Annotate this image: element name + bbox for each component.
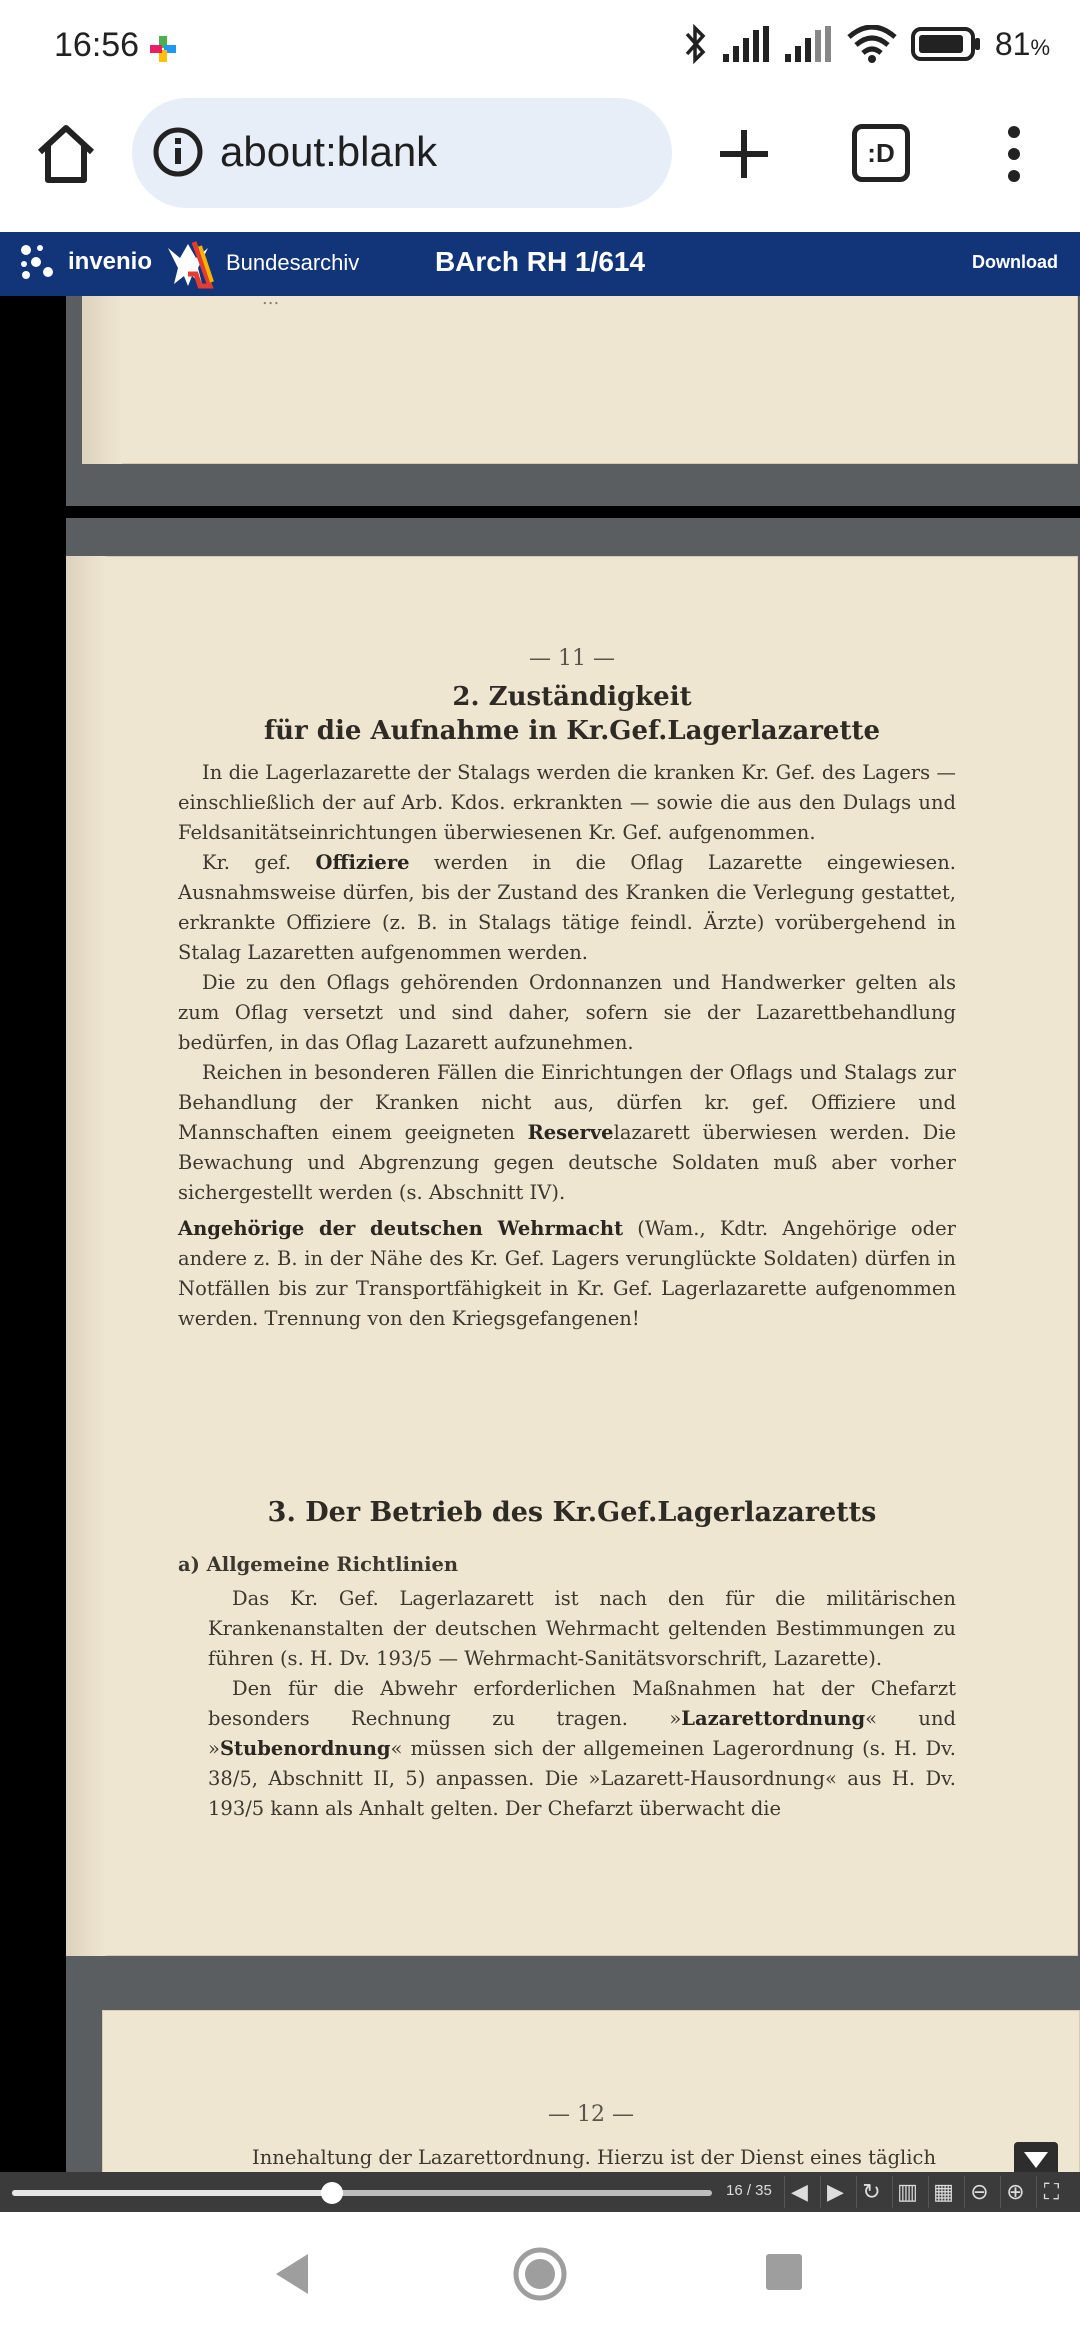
battery-icon xyxy=(911,26,981,62)
page-slider[interactable] xyxy=(12,2190,712,2196)
page-slider-thumb[interactable] xyxy=(321,2182,343,2204)
app-notification-icon xyxy=(150,36,176,62)
page-indicator: 16 / 35 xyxy=(726,2182,772,2199)
url-text[interactable]: about:blank xyxy=(220,128,438,175)
bold-term: Offiziere xyxy=(315,851,410,874)
status-time: 16:56 xyxy=(54,26,140,64)
recents-icon[interactable] xyxy=(766,2254,802,2290)
paragraph xyxy=(178,1214,956,1334)
download-link[interactable]: Download xyxy=(972,252,1058,272)
paragraph xyxy=(178,1058,956,1208)
paragraph xyxy=(178,848,956,968)
text-run: Reichen in besonderen Fällen die Einrichtungen der Oflags und Stalags zur Behandlung der Kranken nicht aus, dürfen kr. gef. Offiziere und Mannschaften einem geeigneten xyxy=(178,1061,956,1144)
text-run: lazarett überwiesen werden. Die Bewachung und Abgrenzung gegen deutsche Soldaten muß aber vorher sichergestellt werden (s. Abschnitt IV). xyxy=(178,1121,956,1204)
next-page-icon[interactable]: ▶ xyxy=(820,2176,850,2208)
text-run: « und » xyxy=(208,1707,956,1760)
indented-block xyxy=(178,1584,956,1824)
browser-toolbar xyxy=(0,96,1080,232)
back-icon[interactable] xyxy=(272,2252,312,2296)
bold-term: Angehörige der deutschen Wehrmacht xyxy=(178,1217,624,1240)
grid-view-icon[interactable]: ▦ xyxy=(928,2176,958,2208)
address-bar[interactable] xyxy=(132,98,672,208)
page-11 xyxy=(66,556,1078,1956)
text-run: (Wam., Kdtr. Angehörige oder andere z. B. in der Nähe des Kr. Gef. Lagers verunglückte Soldaten) dürfen in Notfällen bis zur Transportfähigkeit in Kr. Gef. Lagerlazarette aufgenommen werden. Trennung von den Kriegsgefangenen! xyxy=(178,1217,956,1330)
brand-name: invenio xyxy=(68,248,153,275)
text-run: Kr. gef. xyxy=(202,851,316,874)
viewer-controls-group xyxy=(784,2176,1066,2208)
text-run: Den für die Abwehr erforderlichen Maßnahmen hat der Chefarzt besonders Rechnung zu tragen. » xyxy=(208,1677,956,1730)
page-slider-fill xyxy=(12,2190,332,2196)
zoom-in-icon[interactable]: ⊕ xyxy=(1000,2176,1030,2208)
page-spine xyxy=(66,556,106,1956)
bold-term: Reserve xyxy=(527,1121,614,1144)
section-heading-2-line2: für die Aufnahme in Kr.Gef.Lagerlazarette xyxy=(263,716,881,746)
page-number: — 12 — xyxy=(548,2102,634,2127)
zoom-out-icon[interactable]: ⊖ xyxy=(964,2176,994,2208)
battery-value: 81 xyxy=(994,25,1031,62)
previous-page-icon[interactable]: ◀ xyxy=(784,2176,814,2208)
paragraph: In die Lagerlazarette der Stalags werden die kranken Kr. Gef. des Lagers — einschließlich der auf Arb. Kdos. erkrankten — sowie die aus den Dulags und Feldsanitätseinrichtungen überwiesenen Kr. Gef. aufgenommen. xyxy=(178,761,956,844)
home-nav-icon[interactable] xyxy=(512,2246,568,2302)
section-2-text xyxy=(178,758,956,1334)
signal-icon xyxy=(785,26,833,62)
status-icons xyxy=(683,24,1050,64)
page-previous-tail: ... xyxy=(262,296,280,309)
document-title: BArch RH 1/614 xyxy=(434,246,646,277)
subheading-a: a) Allgemeine Richtlinien xyxy=(178,1553,459,1576)
battery-unit: % xyxy=(1030,34,1050,60)
archive-name: Bundesarchiv xyxy=(226,250,360,275)
scan-frame-page-11 xyxy=(66,518,1080,1980)
bold-term: Stubenordnung xyxy=(219,1737,391,1760)
tab-switcher-button[interactable] xyxy=(852,124,910,182)
battery-level xyxy=(995,26,1050,63)
text-run: werden in die Oflag Lazarette eingewiesen. Ausnahmsweise dürfen, bis der Zustand des Kranken die Verlegung gestattet, erkrankte Offiziere (z. B. in Stalags tätige feindl. Ärzte) vorübergehend in Stalag Lazaretten aufgenommen werden. xyxy=(178,851,956,964)
scan-frame-page-12 xyxy=(66,1980,1080,2172)
info-icon[interactable] xyxy=(150,124,206,180)
text-run: « müssen sich der allgemeinen Lagerordnung (s. H. Dv. 38/5, Abschnitt II, 5) anpassen. Die »Lazarett-Hausordnung« aus H. Dv. 193/5 kann als Anhalt gelten. Der Chefarzt überwacht die xyxy=(208,1737,956,1820)
page-previous xyxy=(82,296,1078,464)
more-menu-icon[interactable] xyxy=(996,118,1032,190)
section-heading-2-line1: 2. Zuständigkeit xyxy=(452,682,692,712)
bold-term: Lazarettordnung xyxy=(681,1707,866,1730)
section-3-text xyxy=(178,1550,956,1824)
paragraph: Das Kr. Gef. Lagerlazarett ist nach den für die militärischen Krankenanstalten der deutschen Wehrmacht geltenden Bestimmungen zu führen (s. H. Dv. 193/5 — Wehrmacht-Sanitätsvorschrift, Lazarette). xyxy=(208,1587,956,1670)
paragraph xyxy=(208,1674,956,1824)
signal-icon xyxy=(723,26,771,62)
tab-switcher-label: :D xyxy=(867,137,895,168)
paragraph: Die zu den Oflags gehörenden Ordonnanzen und Handwerker gelten als zum Oflag versetzt und sind daher, sofern sie der Lazarettbehandlung bedürfen, in das Oflag Lazarett aufzunehmen. xyxy=(178,971,956,1054)
home-icon[interactable] xyxy=(30,118,102,190)
page-spine xyxy=(82,296,122,464)
site-header xyxy=(0,232,1080,296)
collapse-toolbar-icon[interactable] xyxy=(1014,2142,1058,2176)
page-12-first-line: Innehaltung der Lazarettordnung. Hierzu ist der Dienst eines täglich xyxy=(252,2146,937,2169)
bluetooth-icon xyxy=(683,24,709,64)
document-viewer[interactable] xyxy=(0,296,1080,2172)
system-nav-bar xyxy=(0,2212,1080,2340)
status-bar xyxy=(0,0,1080,96)
two-page-view-icon[interactable]: ▥ xyxy=(892,2176,922,2208)
wifi-icon xyxy=(847,25,897,63)
scan-frame-previous xyxy=(66,296,1080,506)
page-number: — 11 — xyxy=(529,646,615,671)
viewer-toolbar xyxy=(0,2172,1080,2212)
rotate-icon[interactable]: ↻ xyxy=(856,2176,886,2208)
page-12 xyxy=(102,2010,1080,2172)
new-tab-icon[interactable] xyxy=(708,118,780,190)
section-heading-3: 3. Der Betrieb des Kr.Gef.Lagerlazaretts xyxy=(267,1497,877,1528)
fullscreen-icon[interactable]: ⛶ xyxy=(1036,2176,1066,2208)
